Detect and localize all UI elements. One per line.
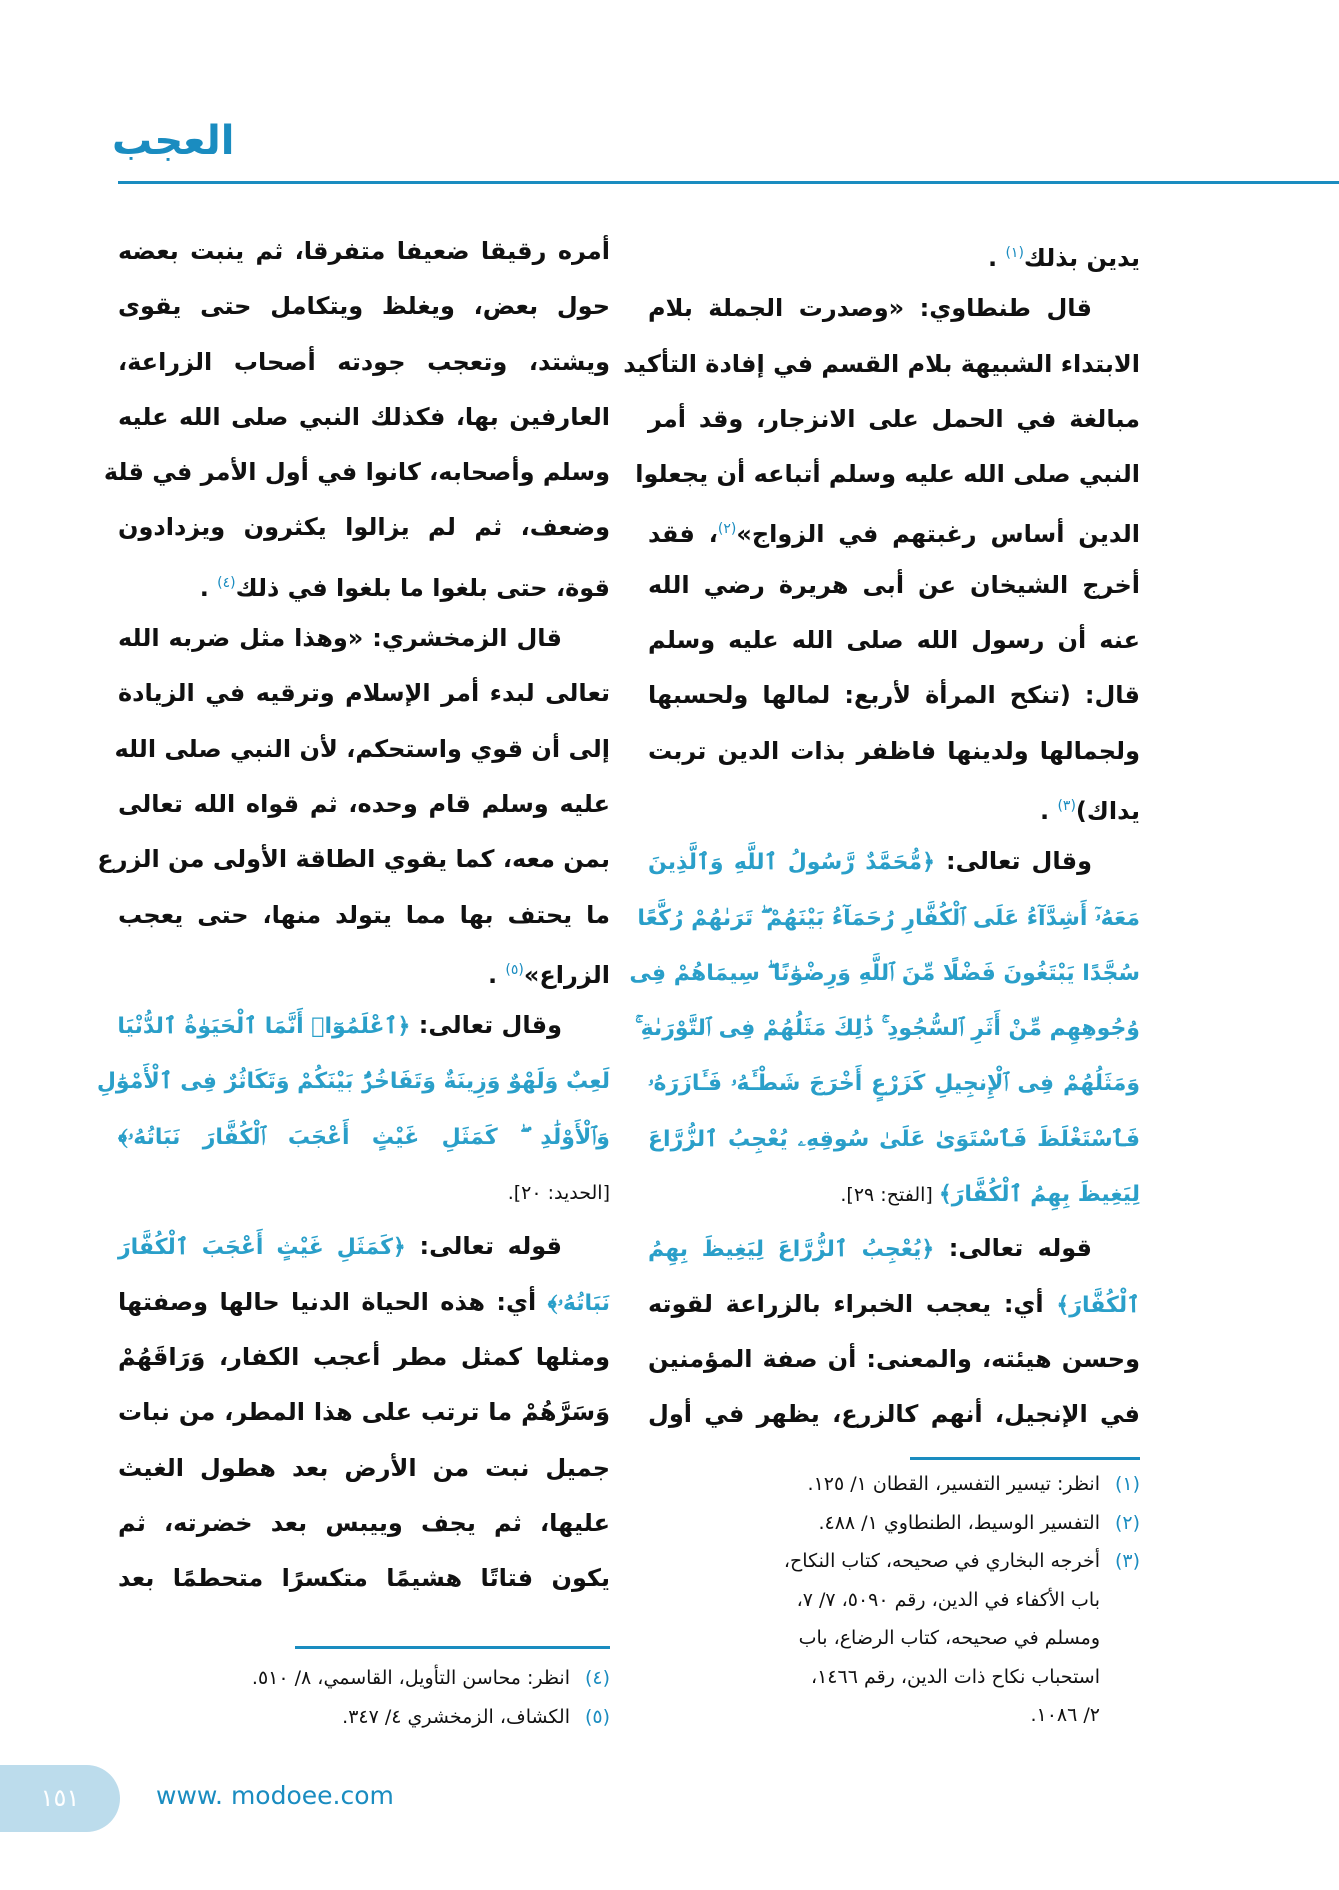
footnote-rule-right	[910, 1457, 1140, 1460]
right-column	[623, 226, 1141, 1443]
text-line	[118, 390, 610, 445]
text-line	[118, 777, 610, 832]
body-text: الابتداء الشبيهة بلام القسم في إفادة التأكيد	[623, 349, 1140, 378]
body-text: إلى أن قوي واستحكم، لأن النبي صلى الله	[114, 734, 610, 763]
header-rule	[118, 181, 1339, 184]
chapter-title: العجب	[112, 118, 235, 164]
quran-verse: لَعِبٌ وَلَهْوٌ وَزِينَةٌ وَتَفَاخُرٌۢ بَيْنَكُمْ وَتَكَاثُرٌ فِى ٱلْأَمْوَٰلِ	[96, 1069, 610, 1095]
body-text: ما يحتف بها مما يتولد منها، حتى يعجب	[118, 900, 610, 929]
text-line	[635, 447, 1140, 502]
body-text: عنه أن رسول الله صلى الله عليه وسلم	[648, 626, 1140, 655]
text-line	[648, 613, 1140, 668]
quran-verse: سُجَّدًا يَبْتَغُونَ فَضْلًا مِّنَ ٱللَّهِ وَرِضْوَٰنًا ۖ سِيمَاهُمْ فِى	[629, 960, 1140, 986]
text-line	[648, 558, 1140, 613]
footnote-ref[interactable]: (٣)	[1057, 797, 1076, 814]
verse-reference: [الفتح: ٢٩].	[840, 1184, 939, 1207]
footnote-line	[648, 1465, 1140, 1504]
quran-verse: لِيَغِيظَ بِهِمُ ٱلْكُفَّارَ﴾	[938, 1182, 1140, 1208]
footnotes-right	[648, 1465, 1140, 1735]
body-text: ومثلها كمثل مطر أعجب الكفار، وَرَاقَهُمْ	[118, 1342, 610, 1371]
footnote-ref[interactable]: (٥)	[505, 961, 524, 978]
body-text: أمره رقيقا ضعيفا متفرقا، ثم ينبت بعضه	[118, 237, 610, 265]
text-line	[648, 281, 1140, 336]
body-text: الزراع»	[523, 960, 610, 989]
body-text: ولجمالها ولدينها فاظفر بذات الدين تربت	[648, 736, 1140, 765]
text-line	[648, 834, 1140, 889]
quran-verse: وَمَثَلُهُمْ فِى ٱلْإِنجِيلِ كَزَرْعٍ أَخْرَجَ شَطْـَٔهُۥ فَـَٔازَرَهُۥ	[648, 1071, 1140, 1097]
body-text: .	[1039, 796, 1058, 825]
quran-verse: فَٱسْتَغْلَظَ فَٱسْتَوَىٰ عَلَىٰ سُوقِهِۦ يُعْجِبُ ٱلزُّرَّاعَ	[648, 1126, 1140, 1152]
body-text: ، فقد	[648, 520, 718, 549]
text-line	[118, 500, 610, 555]
text-line	[648, 724, 1140, 779]
text-line	[648, 1387, 1140, 1442]
text-line	[118, 1164, 610, 1219]
footnote-line	[648, 1619, 1140, 1658]
text-line	[118, 1109, 610, 1164]
quran-verse: وَٱلْأَوْلَٰدِ ۖ كَمَثَلِ غَيْثٍ أَعْجَبَ ٱلْكُفَّارَ نَبَاتُهُۥ﴾	[118, 1124, 610, 1150]
text-line	[648, 1221, 1140, 1276]
footnote-number: (٤)	[584, 1667, 610, 1689]
text-line	[648, 226, 1140, 281]
text-line	[648, 1277, 1140, 1332]
text-line	[118, 1551, 610, 1606]
body-text: بمن معه، كما يقوي الطاقة الأولى من الزرع	[97, 845, 610, 874]
body-text: عليها، ثم يجف وييبس بعد خضرته، ثم	[118, 1508, 610, 1537]
text-line	[648, 668, 1140, 723]
text-line	[118, 666, 610, 721]
text-line	[118, 1330, 610, 1385]
body-text: قوله تعالى:	[934, 1234, 1092, 1263]
footnote-text: ومسلم في صحيحه، كتاب الرضاع، باب	[798, 1627, 1100, 1649]
verse-reference: [الحديد: ٢٠].	[507, 1182, 610, 1205]
text-line	[648, 1055, 1140, 1110]
body-text: وقال تعالى:	[410, 1011, 562, 1040]
text-line	[118, 888, 610, 943]
footnote-text: انظر: محاسن التأويل، القاسمي، ٨/ ٥١٠.	[251, 1667, 570, 1689]
body-text: قوة، حتى بلغوا ما بلغوا في ذلك	[235, 573, 610, 602]
body-text: عليه وسلم قام وحده، ثم قواه الله تعالى	[118, 789, 610, 818]
text-line	[97, 832, 610, 887]
body-text: أي: هذه الحياة الدنيا حالها وصفتها	[118, 1287, 548, 1316]
text-line	[648, 502, 1140, 557]
footnote-text: باب الأكفاء في الدين، رقم ٥٠٩٠، ٧/ ٧،	[796, 1588, 1100, 1611]
text-line	[648, 779, 1140, 834]
body-text: يدين بذلك	[1023, 244, 1140, 272]
body-text: جميل نبت من الأرض بعد هطول الغيث	[118, 1453, 610, 1482]
text-line	[118, 998, 610, 1053]
text-line	[118, 611, 610, 666]
body-text: العارفين بها، فكذلك النبي صلى الله عليه	[118, 402, 610, 431]
page-number: ١٥١	[0, 1765, 120, 1832]
quran-verse: نَبَاتُهُۥ﴾	[547, 1290, 610, 1316]
text-line	[648, 1332, 1140, 1387]
body-text: قال طنطاوي: «وصدرت الجملة بلام	[648, 294, 1092, 323]
footnote-number: (٢)	[1114, 1511, 1140, 1534]
quran-verse: وُجُوهِهِم مِّنْ أَثَرِ ٱلسُّجُودِ ۚ ذَٰلِكَ مَثَلُهُمْ فِى ٱلتَّوْرَىٰةِ ۚ	[635, 1016, 1140, 1042]
text-line	[648, 1111, 1140, 1166]
text-line	[118, 279, 610, 334]
text-line	[118, 1385, 610, 1440]
footnote-line	[648, 1696, 1140, 1735]
text-line	[118, 1275, 610, 1330]
body-text: يداك)	[1075, 796, 1140, 825]
text-line	[648, 392, 1140, 447]
text-line	[118, 556, 610, 611]
footnote-ref[interactable]: (٢)	[717, 521, 737, 538]
text-line	[629, 945, 1140, 1000]
text-line	[118, 1496, 610, 1551]
footnote-number: (١)	[1114, 1473, 1140, 1495]
body-text: النبي صلى الله عليه وسلم أتباعه أن يجعلوا	[635, 460, 1140, 489]
footnote-line	[648, 1658, 1140, 1697]
body-text: وسلم وأصحابه، كانوا في أول الأمر في قلة	[103, 458, 610, 487]
footnote-text: الكشاف، الزمخشري ٤/ ٣٤٧.	[342, 1705, 570, 1728]
footnote-ref[interactable]: (٤)	[217, 574, 236, 591]
quran-verse: ﴿يُعْجِبُ ٱلزُّرَّاعَ لِيَغِيظَ بِهِمُ	[648, 1237, 935, 1263]
text-line	[118, 1219, 610, 1274]
quran-verse: ﴿ٱعْلَمُوٓا۟ أَنَّمَا ٱلْحَيَوٰةُ ٱلدُّنْيَا	[117, 1014, 411, 1040]
body-text: يكون فتاتًا هشيمًا متكسرًا متحطمًا بعد	[118, 1564, 610, 1593]
text-line	[118, 224, 610, 279]
quran-verse: ٱلْكُفَّارَ﴾	[1056, 1292, 1140, 1318]
footnote-line	[118, 1698, 610, 1737]
body-text: وضعف، ثم لم يزالوا يكثرون ويزدادون	[118, 513, 610, 542]
body-text: .	[487, 960, 506, 989]
footnote-number: (٥)	[584, 1705, 610, 1728]
body-text: قال الزمخشري: «وهذا مثل ضربه الله	[118, 624, 562, 653]
body-text: قال: (تنكح المرأة لأربع: لمالها ولحسبها	[648, 681, 1140, 710]
footnote-ref[interactable]: (١)	[1005, 245, 1024, 261]
body-text: تعالى لبدء أمر الإسلام وترقيه في الزيادة	[118, 679, 610, 708]
body-text: وقال تعالى:	[935, 847, 1092, 876]
text-line	[114, 722, 610, 777]
text-line	[637, 890, 1140, 945]
footnote-rule-left	[295, 1646, 610, 1649]
text-line	[118, 943, 610, 998]
body-text: وحسن هيئته، والمعنى: أن صفة المؤمنين	[648, 1344, 1140, 1373]
text-line	[103, 445, 610, 500]
left-column	[96, 224, 610, 1606]
text-line	[648, 1166, 1140, 1221]
footnote-text: أخرجه البخاري في صحيحه، كتاب النكاح،	[783, 1550, 1100, 1572]
footnotes-left	[118, 1659, 610, 1736]
footnote-text: ٢/ ١٠٨٦.	[1030, 1704, 1100, 1726]
body-text: قوله تعالى:	[405, 1232, 562, 1261]
body-text: الدين أساس رغبتهم في الزواج»	[736, 520, 1141, 549]
text-line	[635, 1000, 1140, 1055]
body-text: .	[987, 244, 1006, 272]
footnote-number: (٣)	[1114, 1550, 1140, 1572]
text-line	[623, 337, 1140, 392]
body-text: أي: يعجب الخبراء بالزراعة لقوته	[648, 1289, 1057, 1318]
quran-verse: ﴿كَمَثَلِ غَيْثٍ أَعْجَبَ ٱلْكُفَّارَ	[118, 1235, 406, 1261]
website-link[interactable]: www. modoee.com	[156, 1781, 394, 1810]
footnote-line	[648, 1581, 1140, 1620]
footnote-text: التفسير الوسيط، الطنطاوي ١/ ٤٨٨.	[818, 1511, 1100, 1534]
footnote-text: استحباب نكاح ذات الدين، رقم ١٤٦٦،	[810, 1665, 1100, 1688]
body-text: حول بعض، ويغلظ ويتكامل حتى يقوى	[118, 292, 610, 321]
text-line	[118, 1441, 610, 1496]
body-text: أخرج الشيخان عن أبى هريرة رضي الله	[648, 570, 1140, 599]
footnote-text: انظر: تيسير التفسير، القطان ١/ ١٢٥.	[807, 1473, 1100, 1495]
quran-verse: مَعَهُۥٓ أَشِدَّآءُ عَلَى ٱلْكُفَّارِ رُحَمَآءُ بَيْنَهُمْ ۖ تَرَىٰهُمْ رُكَّعًا	[637, 905, 1140, 931]
body-text: وَسَرَّهُمْ ما ترتب على هذا المطر، من نبات	[118, 1398, 610, 1427]
footnote-line	[648, 1542, 1140, 1581]
body-text: .	[199, 573, 218, 602]
body-text: ويشتد، وتعجب جودته أصحاب الزراعة،	[118, 347, 610, 376]
body-text: مبالغة في الحمل على الانزجار، وقد أمر	[648, 404, 1140, 433]
body-text: في الإنجيل، أنهم كالزرع، يظهر في أول	[648, 1400, 1140, 1429]
footnote-line	[118, 1659, 610, 1698]
text-line	[96, 1053, 610, 1108]
text-line	[118, 335, 610, 390]
quran-verse: ﴿مُّحَمَّدٌ رَّسُولُ ٱللَّهِ وَٱلَّذِينَ	[648, 850, 936, 876]
footnote-line	[648, 1504, 1140, 1543]
